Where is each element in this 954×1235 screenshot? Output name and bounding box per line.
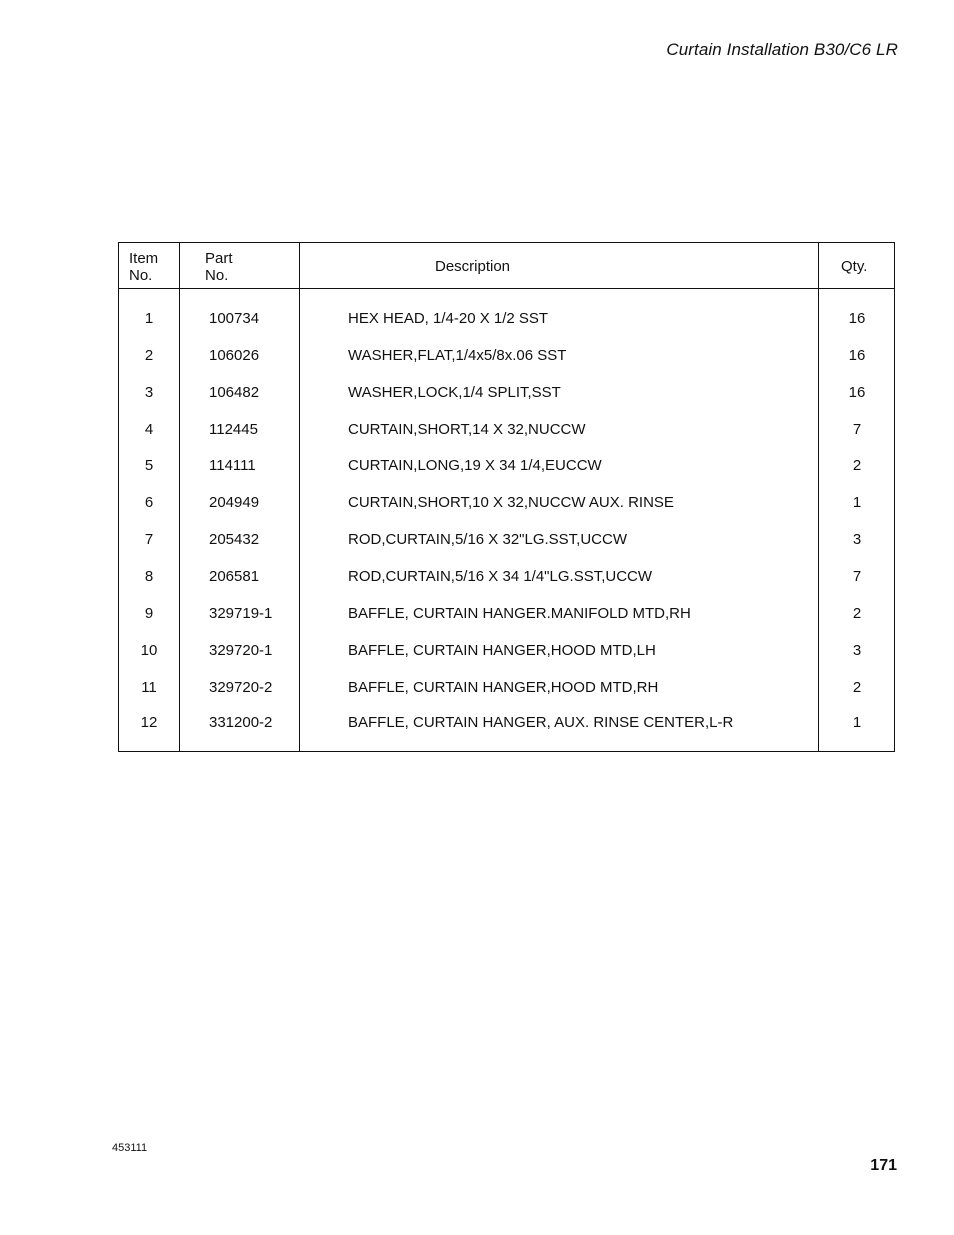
part-number-cell: 204949: [209, 494, 260, 511]
item-number-cell: 12: [140, 714, 158, 731]
part-number-cell: 106482: [209, 384, 260, 401]
item-number-cell: 6: [144, 494, 154, 511]
description-cell: CURTAIN,SHORT,14 X 32,NUCCW: [348, 421, 586, 438]
part-number-cell: 329720-2: [209, 679, 273, 696]
description-cell: BAFFLE, CURTAIN HANGER,HOOD MTD,RH: [348, 679, 659, 696]
header-description: Description: [435, 258, 511, 275]
header-item-line1: Item: [129, 250, 159, 267]
document-number: 453111: [112, 1142, 148, 1154]
item-number-cell: 3: [144, 384, 154, 401]
part-number-cell: 331200-2: [209, 714, 273, 731]
item-number-cell: 2: [144, 347, 154, 364]
part-number-cell: 114111: [209, 457, 256, 474]
quantity-cell: 16: [848, 310, 866, 327]
column-divider: [299, 243, 300, 751]
description-cell: BAFFLE, CURTAIN HANGER.MANIFOLD MTD,RH: [348, 605, 691, 622]
quantity-cell: 2: [852, 679, 862, 696]
header-qty: Qty.: [841, 258, 868, 275]
column-divider: [818, 243, 819, 751]
header-part-line2: No.: [205, 267, 229, 284]
quantity-cell: 2: [852, 605, 862, 622]
quantity-cell: 7: [852, 421, 862, 438]
item-number-cell: 11: [141, 679, 157, 696]
quantity-cell: 16: [848, 347, 866, 364]
header-part-no: [205, 250, 233, 284]
column-divider: [179, 243, 180, 751]
quantity-cell: 16: [848, 384, 866, 401]
item-number-cell: 1: [144, 310, 154, 327]
description-cell: WASHER,FLAT,1/4x5/8x.06 SST: [348, 347, 567, 364]
part-number-cell: 206581: [209, 568, 260, 585]
description-cell: HEX HEAD, 1/4-20 X 1/2 SST: [348, 310, 549, 327]
item-number-cell: 5: [144, 457, 154, 474]
header-divider: [119, 288, 894, 289]
part-number-cell: 112445: [209, 421, 258, 438]
header-part-line1: Part: [205, 250, 233, 267]
description-cell: ROD,CURTAIN,5/16 X 34 1/4"LG.SST,UCCW: [348, 568, 653, 585]
header-item-no: [129, 250, 158, 284]
description-cell: ROD,CURTAIN,5/16 X 32"LG.SST,UCCW: [348, 531, 628, 548]
item-number-cell: 8: [144, 568, 154, 585]
part-number-cell: 329720-1: [209, 642, 273, 659]
part-number-cell: 205432: [209, 531, 260, 548]
description-cell: BAFFLE, CURTAIN HANGER,HOOD MTD,LH: [348, 642, 656, 659]
item-number-cell: 7: [144, 531, 154, 548]
part-number-cell: 329719-1: [209, 605, 273, 622]
item-number-cell: 9: [144, 605, 154, 622]
quantity-cell: 2: [852, 457, 862, 474]
quantity-cell: 3: [852, 531, 862, 548]
description-cell: WASHER,LOCK,1/4 SPLIT,SST: [348, 384, 561, 401]
quantity-cell: 1: [852, 714, 862, 731]
item-number-cell: 10: [140, 642, 158, 659]
description-cell: CURTAIN,SHORT,10 X 32,NUCCW AUX. RINSE: [348, 494, 674, 511]
page-number: 171: [870, 1157, 897, 1174]
quantity-cell: 3: [852, 642, 862, 659]
page-header-title: Curtain Installation B30/C6 LR: [666, 40, 898, 59]
header-item-line2: No.: [129, 267, 153, 284]
description-cell: CURTAIN,LONG,19 X 34 1/4,EUCCW: [348, 457, 602, 474]
quantity-cell: 1: [852, 494, 862, 511]
parts-table: [118, 242, 895, 752]
item-number-cell: 4: [144, 421, 154, 438]
part-number-cell: 106026: [209, 347, 260, 364]
part-number-cell: 100734: [209, 310, 260, 327]
quantity-cell: 7: [852, 568, 862, 585]
description-cell: BAFFLE, CURTAIN HANGER, AUX. RINSE CENTER,L-R: [348, 714, 734, 731]
